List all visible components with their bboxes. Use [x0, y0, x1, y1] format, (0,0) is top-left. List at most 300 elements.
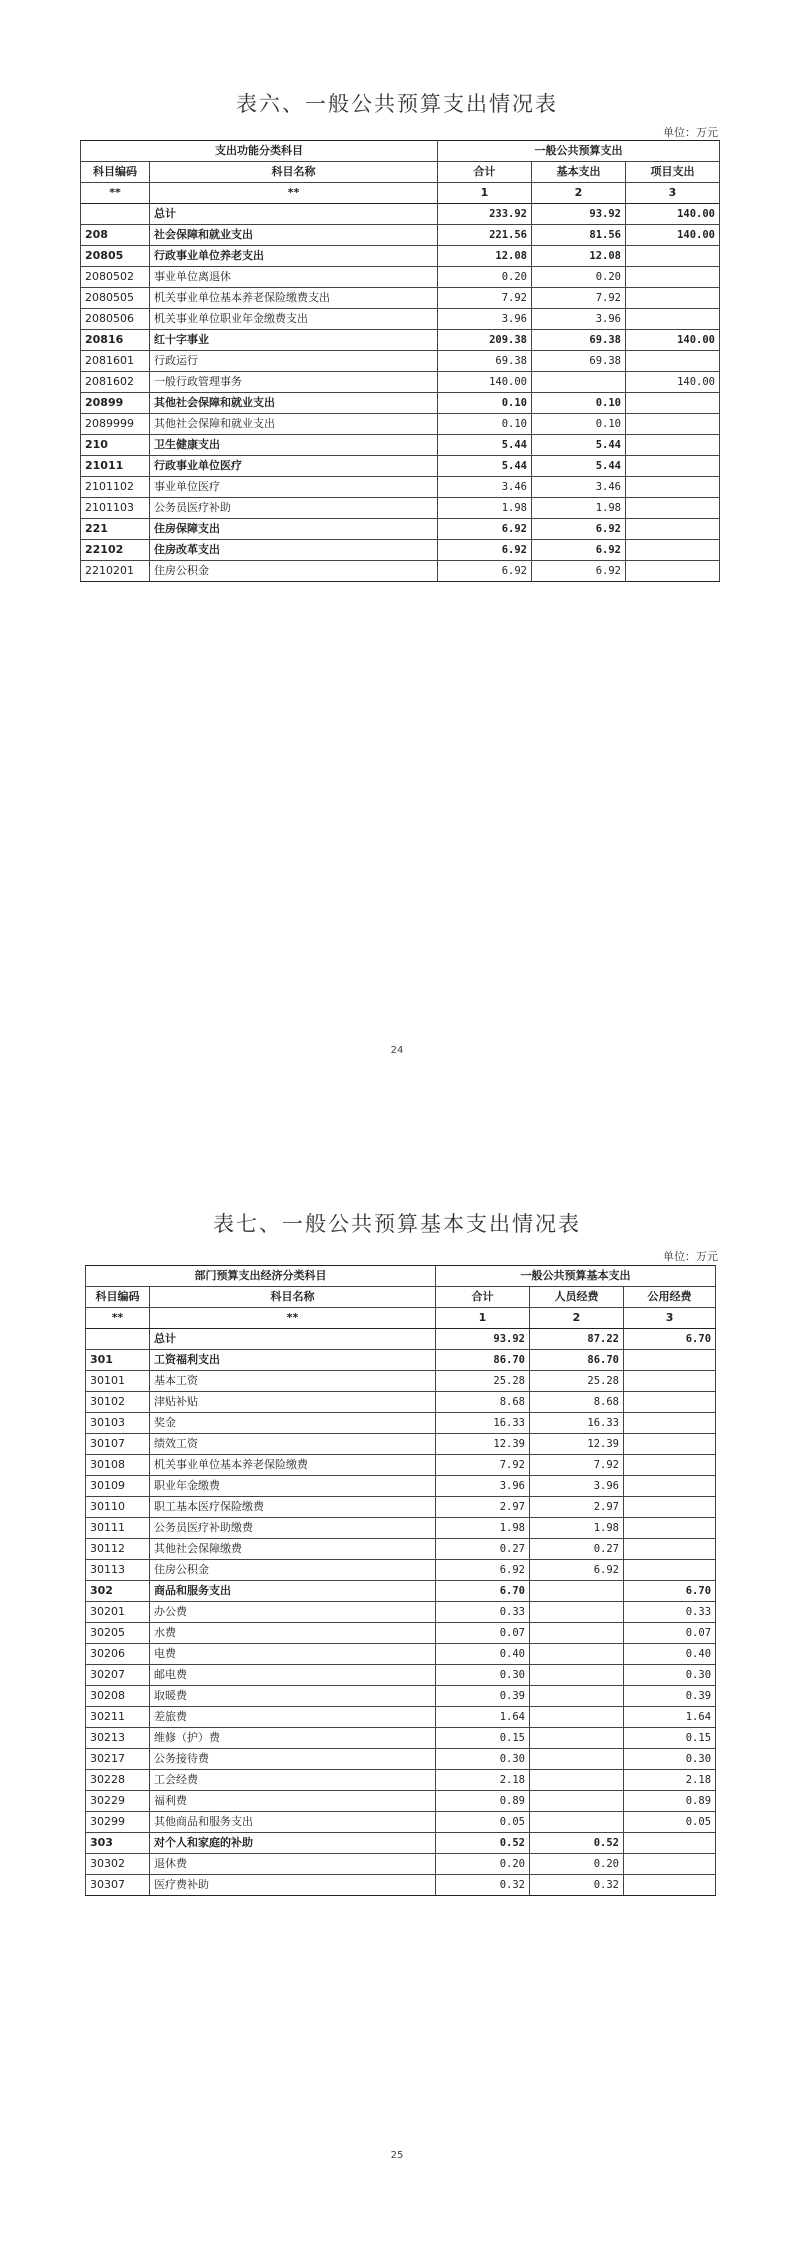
- row-col-3: [624, 1539, 716, 1560]
- table-row: [81, 309, 720, 330]
- table-row: [81, 540, 720, 561]
- row-col-2: 5.44: [532, 456, 626, 477]
- row-name: 其他社会保障缴费: [150, 1539, 436, 1560]
- row-col-3: 2.18: [624, 1770, 716, 1791]
- row-col-2: 3.96: [530, 1476, 624, 1497]
- row-total: 0.89: [436, 1791, 530, 1812]
- row-total: 25.28: [436, 1371, 530, 1392]
- row-name: 绩效工资: [150, 1434, 436, 1455]
- row-col-2: 3.96: [532, 309, 626, 330]
- row-col-3: 0.30: [624, 1749, 716, 1770]
- row-col-2: 1.98: [532, 498, 626, 519]
- row-total: 1.64: [436, 1707, 530, 1728]
- row-col-3: 0.33: [624, 1602, 716, 1623]
- row-code: 30299: [86, 1812, 150, 1833]
- table-row: [86, 1413, 716, 1434]
- table-row: [86, 1707, 716, 1728]
- row-col-3: [626, 393, 720, 414]
- row-total: 0.30: [436, 1749, 530, 1770]
- table7-title: 表七、一般公共预算基本支出情况表: [213, 1212, 581, 1236]
- row-code: 30113: [86, 1560, 150, 1581]
- row-col-3: 140.00: [626, 330, 720, 351]
- row-col-3: 0.89: [624, 1791, 716, 1812]
- row-col-2: 0.20: [532, 267, 626, 288]
- row-name: 事业单位医疗: [150, 477, 438, 498]
- row-col-2: 16.33: [530, 1413, 624, 1434]
- col-public-header: 公用经费: [624, 1287, 716, 1308]
- row-col-2: 5.44: [532, 435, 626, 456]
- row-col-3: 0.40: [624, 1644, 716, 1665]
- row-col-3: [624, 1371, 716, 1392]
- row-code: 221: [81, 519, 150, 540]
- row-col-2: 0.27: [530, 1539, 624, 1560]
- row-total: 1.98: [436, 1518, 530, 1539]
- row-code: 2210201: [81, 561, 150, 582]
- row-col-2: [532, 372, 626, 393]
- row-col-3: [626, 435, 720, 456]
- row-col-3: [626, 288, 720, 309]
- row-total: 5.44: [438, 435, 532, 456]
- row-name: 其他社会保障和就业支出: [150, 393, 438, 414]
- row-total: 12.08: [438, 246, 532, 267]
- row-col-3: [624, 1497, 716, 1518]
- row-code: 30109: [86, 1476, 150, 1497]
- page-number: 25: [390, 2150, 404, 2161]
- row-col-2: 0.10: [532, 393, 626, 414]
- table-row: [86, 1434, 716, 1455]
- row-total: 86.70: [436, 1350, 530, 1371]
- row-col-2: 25.28: [530, 1371, 624, 1392]
- row-col-2: 0.32: [530, 1875, 624, 1896]
- row-name: 办公费: [150, 1602, 436, 1623]
- index-personnel: 2: [530, 1308, 624, 1329]
- table-row: [86, 1371, 716, 1392]
- table-row: [86, 1665, 716, 1686]
- table6-title: 表六、一般公共预算支出情况表: [236, 92, 558, 116]
- row-col-3: [626, 519, 720, 540]
- table-row: [81, 288, 720, 309]
- table-row: [81, 519, 720, 540]
- table-row: [81, 267, 720, 288]
- row-col-3: 0.15: [624, 1728, 716, 1749]
- row-col-2: [530, 1770, 624, 1791]
- row-col-2: [530, 1665, 624, 1686]
- row-code: 2101102: [81, 477, 150, 498]
- row-name: 奖金: [150, 1413, 436, 1434]
- row-col-3: [624, 1833, 716, 1854]
- table-row: [86, 1476, 716, 1497]
- row-name: 基本工资: [150, 1371, 436, 1392]
- row-total: 7.92: [438, 288, 532, 309]
- row-total: 0.30: [436, 1665, 530, 1686]
- row-name: 公务员医疗补助: [150, 498, 438, 519]
- row-name: 工会经费: [150, 1770, 436, 1791]
- row-col-2: 87.22: [530, 1329, 624, 1350]
- table-row: [81, 435, 720, 456]
- row-code: 210: [81, 435, 150, 456]
- row-total: 2.97: [436, 1497, 530, 1518]
- table-row: [86, 1854, 716, 1875]
- row-code: 303: [86, 1833, 150, 1854]
- row-col-3: [624, 1392, 716, 1413]
- row-code: 2081602: [81, 372, 150, 393]
- table-row: [86, 1770, 716, 1791]
- row-name: 商品和服务支出: [150, 1581, 436, 1602]
- index-total: 1: [438, 183, 532, 204]
- col-code-header: 科目编码: [86, 1287, 150, 1308]
- row-name: 住房公积金: [150, 561, 438, 582]
- row-code: 2089999: [81, 414, 150, 435]
- row-col-2: 0.20: [530, 1854, 624, 1875]
- row-total: 0.32: [436, 1875, 530, 1896]
- row-name: 事业单位离退休: [150, 267, 438, 288]
- table6-group-left: 支出功能分类科目: [81, 141, 438, 162]
- row-name: 卫生健康支出: [150, 435, 438, 456]
- row-col-2: 12.39: [530, 1434, 624, 1455]
- row-col-2: 0.10: [532, 414, 626, 435]
- row-total: 93.92: [436, 1329, 530, 1350]
- row-code: 30102: [86, 1392, 150, 1413]
- row-code: 30211: [86, 1707, 150, 1728]
- row-name: 对个人和家庭的补助: [150, 1833, 436, 1854]
- row-col-3: [626, 309, 720, 330]
- table-row: [81, 372, 720, 393]
- row-col-2: 0.52: [530, 1833, 624, 1854]
- row-total: 0.39: [436, 1686, 530, 1707]
- row-col-3: [626, 351, 720, 372]
- row-name: 其他商品和服务支出: [150, 1812, 436, 1833]
- row-code: 30206: [86, 1644, 150, 1665]
- row-code: 30213: [86, 1728, 150, 1749]
- row-code: 30208: [86, 1686, 150, 1707]
- col-name-header: 科目名称: [150, 1287, 436, 1308]
- row-total: 0.07: [436, 1623, 530, 1644]
- row-total: 0.33: [436, 1602, 530, 1623]
- row-total: 0.10: [438, 393, 532, 414]
- row-name: 职工基本医疗保险缴费: [150, 1497, 436, 1518]
- table7-column-header: [86, 1287, 716, 1308]
- row-name: 津贴补贴: [150, 1392, 436, 1413]
- row-name: 公务接待费: [150, 1749, 436, 1770]
- row-col-2: 69.38: [532, 330, 626, 351]
- row-total: 6.70: [436, 1581, 530, 1602]
- row-name: 电费: [150, 1644, 436, 1665]
- row-total: 0.15: [436, 1728, 530, 1749]
- row-col-2: 7.92: [532, 288, 626, 309]
- row-col-3: [626, 540, 720, 561]
- table6-group-header: [81, 141, 720, 162]
- table-row: [86, 1644, 716, 1665]
- page-25: [0, 1123, 794, 2246]
- row-total: 0.20: [436, 1854, 530, 1875]
- row-code: 2081601: [81, 351, 150, 372]
- row-total: 0.05: [436, 1812, 530, 1833]
- col-total-header: 合计: [438, 162, 532, 183]
- row-total: 5.44: [438, 456, 532, 477]
- table-row: [81, 561, 720, 582]
- row-code: 30112: [86, 1539, 150, 1560]
- table7-unit: 单位：万元: [663, 1250, 718, 1263]
- row-total: 0.52: [436, 1833, 530, 1854]
- row-name: 一般行政管理事务: [150, 372, 438, 393]
- row-code: 301: [86, 1350, 150, 1371]
- row-name: 职业年金缴费: [150, 1476, 436, 1497]
- row-code: 21011: [81, 456, 150, 477]
- row-code: 30110: [86, 1497, 150, 1518]
- row-total: 1.98: [438, 498, 532, 519]
- row-total: 140.00: [438, 372, 532, 393]
- table-row: [81, 330, 720, 351]
- row-name: 行政运行: [150, 351, 438, 372]
- row-name: 其他社会保障和就业支出: [150, 414, 438, 435]
- table-row: [86, 1602, 716, 1623]
- row-col-3: [624, 1875, 716, 1896]
- row-total: 0.27: [436, 1539, 530, 1560]
- table6-column-header: [81, 162, 720, 183]
- table-row: [86, 1749, 716, 1770]
- row-col-3: [624, 1350, 716, 1371]
- row-col-2: 6.92: [532, 561, 626, 582]
- row-name: 维修（护）费: [150, 1728, 436, 1749]
- table-row: [86, 1623, 716, 1644]
- row-name: 机关事业单位职业年金缴费支出: [150, 309, 438, 330]
- table-row: [86, 1350, 716, 1371]
- row-name: 总计: [150, 204, 438, 225]
- table7-group-header: [86, 1266, 716, 1287]
- row-col-2: [530, 1749, 624, 1770]
- row-col-3: [624, 1560, 716, 1581]
- row-col-3: 0.30: [624, 1665, 716, 1686]
- row-col-3: [624, 1854, 716, 1875]
- row-name: 机关事业单位基本养老保险缴费支出: [150, 288, 438, 309]
- table-row: [81, 456, 720, 477]
- row-col-3: [626, 561, 720, 582]
- row-code: 30207: [86, 1665, 150, 1686]
- row-col-2: [530, 1707, 624, 1728]
- row-col-2: 3.46: [532, 477, 626, 498]
- row-total: 6.92: [438, 540, 532, 561]
- row-col-3: [624, 1434, 716, 1455]
- row-col-2: 6.92: [532, 519, 626, 540]
- row-col-3: 0.39: [624, 1686, 716, 1707]
- index-project: 3: [626, 183, 720, 204]
- row-col-2: [530, 1791, 624, 1812]
- row-code: [81, 204, 150, 225]
- row-name: 公务员医疗补助缴费: [150, 1518, 436, 1539]
- table-row: [86, 1728, 716, 1749]
- table-row: [86, 1518, 716, 1539]
- row-name: 红十字事业: [150, 330, 438, 351]
- row-name: 住房保障支出: [150, 519, 438, 540]
- index-total: 1: [436, 1308, 530, 1329]
- row-code: 2101103: [81, 498, 150, 519]
- row-name: 行政事业单位医疗: [150, 456, 438, 477]
- row-name: 取暖费: [150, 1686, 436, 1707]
- row-total: 233.92: [438, 204, 532, 225]
- row-col-3: 6.70: [624, 1581, 716, 1602]
- row-name: 行政事业单位养老支出: [150, 246, 438, 267]
- table-row: [86, 1833, 716, 1854]
- table7: [85, 1265, 716, 1896]
- row-code: 30307: [86, 1875, 150, 1896]
- row-col-2: [530, 1812, 624, 1833]
- row-name: 福利费: [150, 1791, 436, 1812]
- table-row: [86, 1497, 716, 1518]
- row-total: 16.33: [436, 1413, 530, 1434]
- table6-index-row: [81, 183, 720, 204]
- row-name: 邮电费: [150, 1665, 436, 1686]
- table-row: [86, 1581, 716, 1602]
- row-total: 69.38: [438, 351, 532, 372]
- row-code: 30217: [86, 1749, 150, 1770]
- table7-index-row: [86, 1308, 716, 1329]
- row-col-3: [624, 1413, 716, 1434]
- index-code: **: [81, 183, 150, 204]
- table-row: [81, 204, 720, 225]
- row-code: 20899: [81, 393, 150, 414]
- row-code: 2080506: [81, 309, 150, 330]
- row-col-3: 140.00: [626, 204, 720, 225]
- row-code: 2080505: [81, 288, 150, 309]
- row-total: 2.18: [436, 1770, 530, 1791]
- row-col-3: 140.00: [626, 225, 720, 246]
- table-row: [86, 1812, 716, 1833]
- table-row: [81, 477, 720, 498]
- index-name: **: [150, 1308, 436, 1329]
- row-code: 30229: [86, 1791, 150, 1812]
- row-name: 住房公积金: [150, 1560, 436, 1581]
- row-col-3: 6.70: [624, 1329, 716, 1350]
- row-name: 机关事业单位基本养老保险缴费: [150, 1455, 436, 1476]
- row-total: 0.10: [438, 414, 532, 435]
- row-code: 20805: [81, 246, 150, 267]
- row-col-3: 1.64: [624, 1707, 716, 1728]
- row-code: 30101: [86, 1371, 150, 1392]
- col-personnel-header: 人员经费: [530, 1287, 624, 1308]
- table-row: [86, 1875, 716, 1896]
- table-row: [86, 1455, 716, 1476]
- row-col-2: 6.92: [530, 1560, 624, 1581]
- row-name: 住房改革支出: [150, 540, 438, 561]
- row-col-2: [530, 1644, 624, 1665]
- row-col-3: 140.00: [626, 372, 720, 393]
- index-name: **: [150, 183, 438, 204]
- row-col-2: 2.97: [530, 1497, 624, 1518]
- row-code: 2080502: [81, 267, 150, 288]
- row-col-2: 12.08: [532, 246, 626, 267]
- table-row: [86, 1686, 716, 1707]
- row-total: 8.68: [436, 1392, 530, 1413]
- index-code: **: [86, 1308, 150, 1329]
- row-col-2: 1.98: [530, 1518, 624, 1539]
- row-col-3: [626, 246, 720, 267]
- row-col-2: [530, 1728, 624, 1749]
- row-code: 30201: [86, 1602, 150, 1623]
- row-col-3: 0.05: [624, 1812, 716, 1833]
- table-row: [81, 351, 720, 372]
- row-col-2: 69.38: [532, 351, 626, 372]
- row-total: 6.92: [438, 519, 532, 540]
- table6-group-right: 一般公共预算支出: [438, 141, 720, 162]
- row-total: 209.38: [438, 330, 532, 351]
- row-col-2: 93.92: [532, 204, 626, 225]
- table-row: [86, 1560, 716, 1581]
- row-total: 3.46: [438, 477, 532, 498]
- row-code: 30111: [86, 1518, 150, 1539]
- row-code: 30103: [86, 1413, 150, 1434]
- index-basic: 2: [532, 183, 626, 204]
- row-name: 差旅费: [150, 1707, 436, 1728]
- row-col-3: [626, 477, 720, 498]
- col-total-header: 合计: [436, 1287, 530, 1308]
- row-code: 30228: [86, 1770, 150, 1791]
- table-row: [86, 1791, 716, 1812]
- row-code: 208: [81, 225, 150, 246]
- row-col-2: [530, 1581, 624, 1602]
- row-col-3: [626, 267, 720, 288]
- row-col-3: [626, 414, 720, 435]
- row-name: 退休费: [150, 1854, 436, 1875]
- page-number: 24: [390, 1045, 404, 1056]
- row-name: 医疗费补助: [150, 1875, 436, 1896]
- row-col-2: [530, 1602, 624, 1623]
- row-code: 30302: [86, 1854, 150, 1875]
- row-col-2: [530, 1686, 624, 1707]
- row-col-2: [530, 1623, 624, 1644]
- table6-unit: 单位：万元: [663, 126, 718, 139]
- row-name: 社会保障和就业支出: [150, 225, 438, 246]
- table-row: [81, 498, 720, 519]
- table-row: [81, 414, 720, 435]
- row-name: 总计: [150, 1329, 436, 1350]
- row-col-3: [624, 1518, 716, 1539]
- row-col-3: [626, 456, 720, 477]
- row-col-2: 8.68: [530, 1392, 624, 1413]
- row-total: 0.40: [436, 1644, 530, 1665]
- col-code-header: 科目编码: [81, 162, 150, 183]
- row-total: 7.92: [436, 1455, 530, 1476]
- index-public: 3: [624, 1308, 716, 1329]
- row-total: 12.39: [436, 1434, 530, 1455]
- row-code: 20816: [81, 330, 150, 351]
- row-code: 302: [86, 1581, 150, 1602]
- row-code: 30107: [86, 1434, 150, 1455]
- table-row: [81, 225, 720, 246]
- row-code: [86, 1329, 150, 1350]
- row-name: 水费: [150, 1623, 436, 1644]
- row-total: 3.96: [438, 309, 532, 330]
- table-row: [81, 246, 720, 267]
- row-col-2: 7.92: [530, 1455, 624, 1476]
- row-total: 221.56: [438, 225, 532, 246]
- table6: [80, 140, 720, 582]
- table-row: [86, 1392, 716, 1413]
- row-col-3: 0.07: [624, 1623, 716, 1644]
- table7-group-right: 一般公共预算基本支出: [436, 1266, 716, 1287]
- col-project-header: 项目支出: [626, 162, 720, 183]
- row-total: 3.96: [436, 1476, 530, 1497]
- row-col-2: 86.70: [530, 1350, 624, 1371]
- col-basic-header: 基本支出: [532, 162, 626, 183]
- row-total: 6.92: [438, 561, 532, 582]
- row-total: 6.92: [436, 1560, 530, 1581]
- table-row: [86, 1539, 716, 1560]
- row-col-3: [626, 498, 720, 519]
- row-col-3: [624, 1455, 716, 1476]
- row-code: 30108: [86, 1455, 150, 1476]
- col-name-header: 科目名称: [150, 162, 438, 183]
- row-total: 0.20: [438, 267, 532, 288]
